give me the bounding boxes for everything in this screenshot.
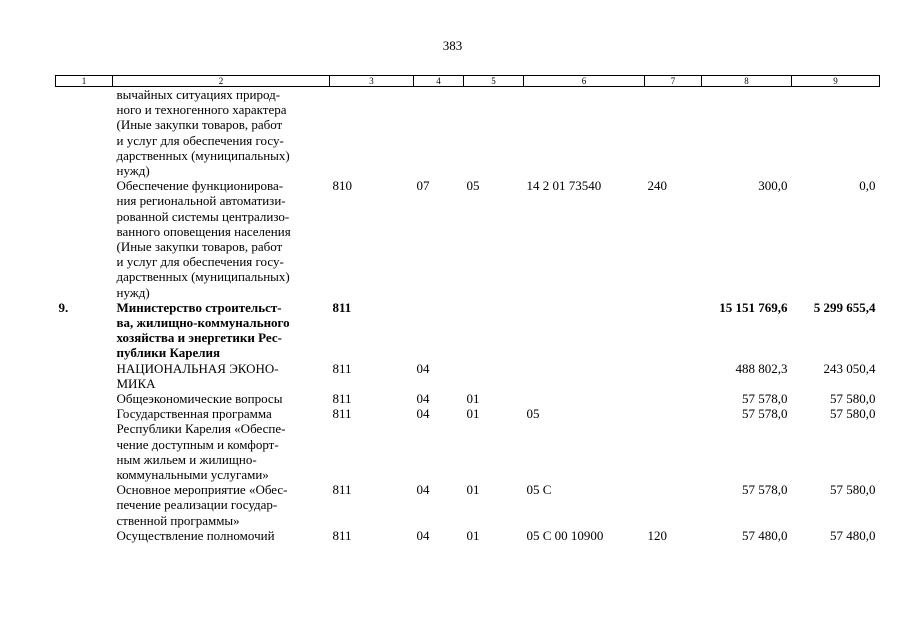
section-code: 04 (416, 406, 430, 422)
expense-type-code (645, 482, 702, 528)
target-article-code (524, 391, 645, 406)
amount-year-1: 300,0 (758, 178, 788, 194)
column-header: 5 (464, 76, 524, 87)
column-number-row (56, 76, 880, 87)
subsection-code (464, 361, 524, 391)
expense-type-code (645, 87, 702, 179)
amount-year-1: 488 802,3 (735, 360, 788, 376)
subsection-code: 01 (466, 482, 480, 498)
ministry-code: 811 (332, 299, 352, 315)
amount-year-1: 57 578,0 (742, 391, 788, 407)
column-header: 6 (524, 76, 645, 87)
subsection-code (464, 300, 524, 361)
column-header: 8 (702, 76, 792, 87)
item-name: НАЦИОНАЛЬНАЯ ЭКОНО- МИКА (116, 360, 279, 391)
section-code: 04 (416, 391, 430, 407)
item-name: вычайных ситуациях природ- ного и техногенного характера (Иные закупки товаров, работ и услуг для обеспечения госу- дарственных (муниципальных) нужд) (116, 87, 290, 179)
ministry-code: 811 (332, 391, 352, 407)
budget-table (55, 75, 880, 543)
subsection-code: 01 (466, 527, 480, 543)
amount-year-1 (702, 87, 792, 179)
table-row (56, 300, 880, 361)
amount-year-2: 5 299 655,4 (813, 299, 876, 315)
row-index (56, 87, 113, 179)
table-row (56, 528, 880, 543)
amount-year-2: 57 580,0 (830, 391, 876, 407)
item-name: Министерство строительст- ва, жилищно-коммунального хозяйства и энергетики Рес- публики Карелия (116, 299, 290, 361)
item-name: Общеэкономические вопросы (116, 391, 283, 407)
ministry-code: 811 (332, 360, 352, 376)
section-code: 04 (416, 360, 430, 376)
subsection-code: 05 (466, 178, 480, 194)
item-name: Государственная программа Республики Карелия «Обеспе- чение доступным и комфорт- ным жильем и жилищно- коммунальными услугами» (116, 406, 286, 483)
amount-year-1: 57 578,0 (742, 482, 788, 498)
amount-year-2: 57 580,0 (830, 406, 876, 422)
ministry-code: 810 (332, 178, 352, 194)
target-article-code: 05 С 00 10900 (526, 527, 604, 543)
ministry-code: 811 (332, 406, 352, 422)
expense-type-code (645, 406, 702, 482)
section-code: 04 (416, 482, 430, 498)
target-article-code: 14 2 01 73540 (526, 178, 602, 194)
column-header: 2 (113, 76, 330, 87)
target-article-code: 05 (526, 406, 540, 422)
target-article-code (524, 361, 645, 391)
column-header: 1 (56, 76, 113, 87)
expense-type-code (645, 391, 702, 406)
table-row (56, 482, 880, 528)
row-index (56, 361, 113, 391)
target-article-code: 05 С (526, 482, 552, 498)
ministry-code: 811 (332, 527, 352, 543)
row-index (56, 528, 113, 543)
amount-year-1: 57 480,0 (742, 527, 788, 543)
item-name: Обеспечение функционирова- ния региональной автоматизи- рованной системы централизо- ванного оповещения населения (Иные закупки товаров, работ и услуг для обеспечения госу- дарственных (муниципальных) нужд) (116, 178, 291, 300)
row-index (56, 406, 113, 482)
subsection-code (464, 87, 524, 179)
row-index (56, 391, 113, 406)
table-row (56, 361, 880, 391)
column-header: 9 (792, 76, 880, 87)
target-article-code (524, 87, 645, 179)
table-row (56, 391, 880, 406)
section-code: 04 (416, 527, 430, 543)
page-number: 383 (442, 38, 463, 53)
expense-type-code (645, 361, 702, 391)
row-index (56, 482, 113, 528)
amount-year-2 (792, 87, 880, 179)
section-code (414, 87, 464, 179)
section-code (414, 300, 464, 361)
item-name: Осуществление полномочий (116, 527, 275, 543)
column-header: 4 (414, 76, 464, 87)
amount-year-2: 57 580,0 (830, 482, 876, 498)
expense-type-code: 120 (647, 527, 667, 543)
column-header: 7 (645, 76, 702, 87)
section-code: 07 (416, 178, 430, 194)
subsection-code: 01 (466, 406, 480, 422)
row-index: 9. (58, 299, 69, 315)
amount-year-2: 243 050,4 (823, 360, 876, 376)
column-header: 3 (330, 76, 414, 87)
amount-year-2: 57 480,0 (830, 527, 876, 543)
expense-type-code: 240 (647, 178, 667, 194)
table-row (56, 406, 880, 482)
target-article-code (524, 300, 645, 361)
table-row (56, 178, 880, 300)
amount-year-1: 15 151 769,6 (719, 299, 788, 315)
item-name: Основное мероприятие «Обес- печение реализации государ- ственной программы» (116, 482, 288, 528)
row-index (56, 178, 113, 300)
subsection-code: 01 (466, 391, 480, 407)
amount-year-2: 0,0 (859, 178, 876, 194)
ministry-code: 811 (332, 482, 352, 498)
expense-type-code (645, 300, 702, 361)
table-row (56, 87, 880, 179)
ministry-code (330, 87, 414, 179)
amount-year-1: 57 578,0 (742, 406, 788, 422)
